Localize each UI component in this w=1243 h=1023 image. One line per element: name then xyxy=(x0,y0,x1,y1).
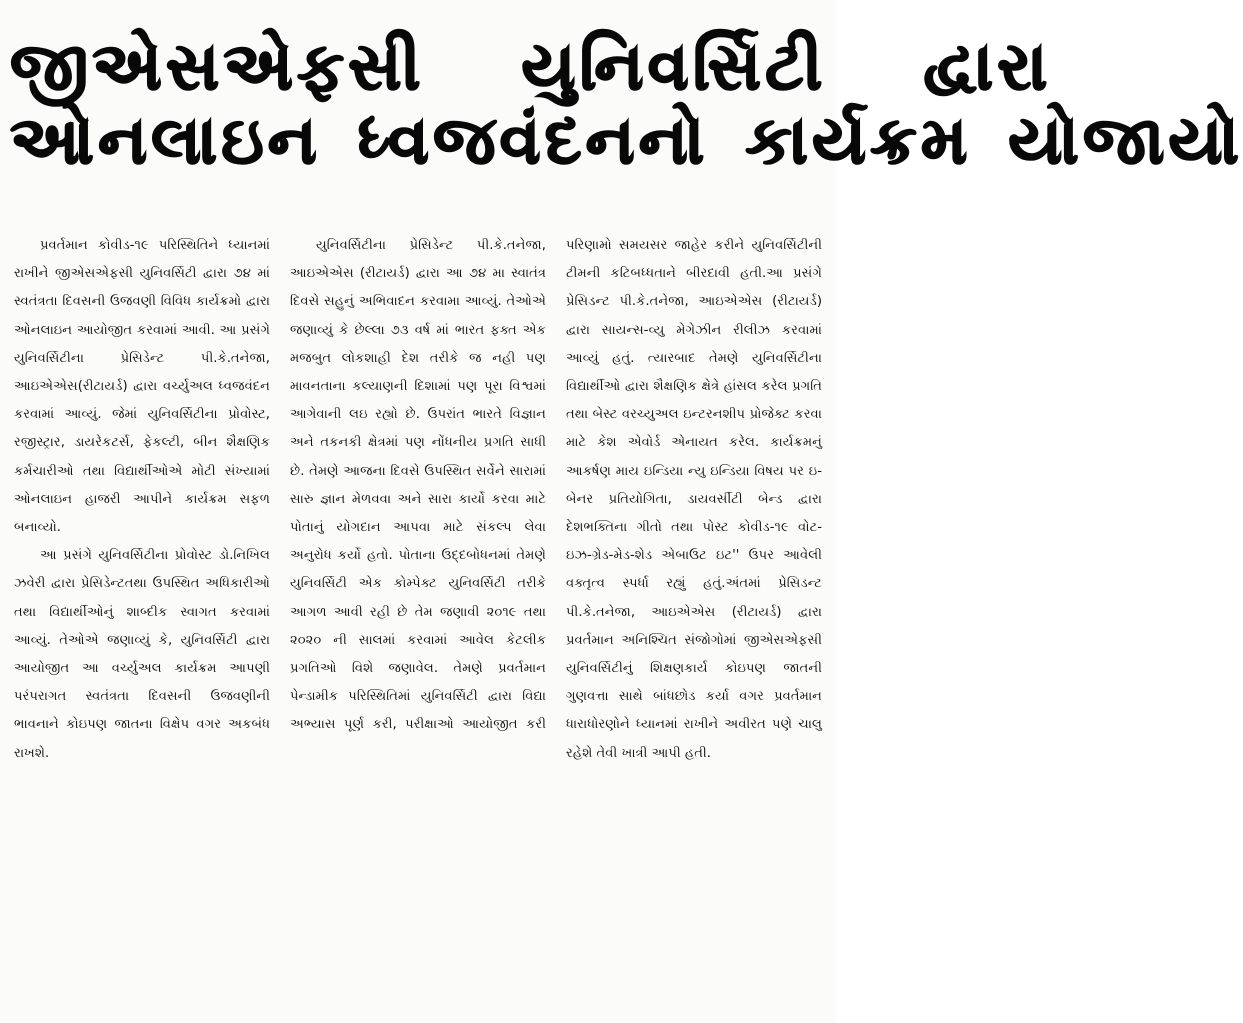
headline-line-2: ઓનલાઇન ધ્વજવંદનનો કાર્યક્રમ યોજાયો xyxy=(10,101,1243,179)
column-2 xyxy=(290,232,546,1020)
column-3 xyxy=(566,232,822,1020)
paragraph: પ્રવર્તમાન કોવીડ-૧૯ પરિસ્થિતિને ધ્યાનમાં રાખીને જીએસએફસી યુનિવર્સિટી દ્વારા ૭૪ માં સ્વતંત્રતા દિવસની ઉજવણી વિવિધ કાર્યક્રમો દ્વારા ઓનલાઇન આયોજીત કરવામાં આવી. આ પ્રસંગે યુનિવર્સિટીના પ્રેસિડેન્ટ પી.કે.તનેજા, આઇએએસ(રીટાયર્ડ) દ્વારા વર્ચ્યુઅલ ધ્વજવંદન કરવામાં આવ્યું. જેમાં યુનિવર્સિટીના પ્રોવોસ્ટ, રજીસ્ટ્રાર, ડાયરેકટર્સ, ફેકલ્ટી, બીન શૈક્ષણિક કર્મચારીઓ તથા વિદ્યાર્થીઓએ મોટી સંખ્યામાં ઓનલાઇન હાજરી આપીને કાર્યક્રમ સફળ બનાવ્યો. xyxy=(14,238,270,536)
headline xyxy=(10,28,1243,179)
headline-line-1: જીએસએફસી યુનિવર્સિટી દ્વારા xyxy=(10,28,1052,105)
paragraph: આ પ્રસંગે યુનિવર્સિટીના પ્રોવોસ્ટ ડો.નિખિલ ઝવેરી દ્વારા પ્રેસિડેન્ટતથા ઉપસ્થિત અધિકારીઓ તથા વિદ્યાર્થીઓનું શાબ્દીક સ્વાગત કરવામાં આવ્યું. તેઓએ જણાવ્યું કે, યુનિવર્સિટી દ્વારા આયોજીત આ વર્ચ્યુઅલ કાર્યક્રમ આપણી પરંપરાગત સ્વતંત્રતા દિવસની ઉજવણીની ભાવનાને કોઇપણ જાતના વિક્ષેપ વગર અકબંધ રાખશે. xyxy=(14,548,270,761)
paragraph: પરિણામો સમયસર જાહેર કરીને યુનિવર્સિટીની ટીમની કટિબધ્ધતાને બીરદાવી હતી.આ પ્રસંગે પ્રેસિડન્ટ પી.કે.તનેજા, આઇએએસ (રીટાયર્ડ) દ્વારા સાયન્સ-વ્યુ મેગેઝીન રીલીઝ કરવામાં આવ્યું હતું. ત્યારબાદ તેમણે યુનિવર્સિટીના વિદ્યાર્થીઓ દ્વારા શૈક્ષણિક ક્ષેત્રે હાંસલ કરેલ પ્રગતિ તથા બેસ્ટ વરચ્યુઅલ ઇન્ટરનશીપ પ્રોજેક્ટ કરવા માટે કેશ એવોર્ડ એનાયત કરેલ. કાર્યક્રમનું આકર્ષણ માય ઇન્ડિયા ન્યુ ઇન્ડિયા વિષય પર ઇ-બેનર પ્રતિયોગિતા, ડાયવર્સીટી બેન્ડ દ્વારા દેશભક્તિના ગીતો તથા પોસ્ટ કોવીડ-૧૯ વોટ-ઇઝ-ગ્રેડ-મેડ-શેડ એબાઉટ ઇટ'' ઉપર આવેલી વક્તૃત્વ સ્પર્ધા રહ્યું હતું.અંતમાં પ્રેસિડન્ટ પી.કે.તનેજા, આઇએએસ (રીટાયર્ડ) દ્વારા પ્રવર્તમાન અનિશ્ચિત સંજોગોમાં જીએસએફસી યુનિવર્સિટીનું શિક્ષણકાર્ય કોઇપણ જાતની ગુણવત્તા સાથે બાંધછોડ કર્યા વગર પ્રવર્તમાન ધારાધોરણોને ધ્યાનમાં રાખીને અવીરત પણે ચાલુ રહેશે તેવી ખાત્રી આપી હતી. xyxy=(566,238,822,761)
article-body xyxy=(14,232,822,1020)
column-1 xyxy=(14,232,270,1020)
paragraph: યુનિવર્સિટીના પ્રેસિડેન્ટ પી.કે.તનેજા, આઇએએસ (રીટાયર્ડ) દ્વારા આ ૭૪ મા સ્વાતંત્ર દિવસે સહુનું અભિવાદન કરવામા આવ્યું. તેઓએ જણાવ્યું કે છેલ્લા ૭૩ વર્ષ માં ભારત ફક્ત એક મજબુત લોકશાહી દેશ તરીકે જ નહી પણ માવનતાના કલ્યાણની દિશામાં પણ પૂરા વિશ્વમાં આગેવાની લઇ રહ્યો છે. ઉપરાંત ભારતે વિજ્ઞાન અને તકનકી ક્ષેત્રમાં પણ નોંધનીય પ્રગતિ સાધી છે. તેમણે આજના દિવસે ઉપસ્થિત સર્વેને સારામાં સારુ જ્ઞાન મેળવવા અને સારા કાર્યો કરવા માટે પોતાનું યોગદાન આપવા માટે સંકલ્પ લેવા અનુરોધ કર્યો હતો. પોતાના ઉદ્દબોધનમાં તેમણે યુનિવર્સિટી એક કોમ્પેક્ટ યુનિવર્સિટી તરીકે આગળ આવી રહી છે તેમ જણાવી ૨૦૧૯ તથા ૨૦૨૦ ની સાલમાં કરવામાં આવેલ કેટલીક પ્રગતિઓ વિશે જણાવેલ. તેમણે પ્રવર્તમાન પેન્ડામીક પરિસ્થિતિમાં યુનિવર્સિટી દ્વારા વિદ્યા અભ્યાસ પૂર્ણ કરી, પરીક્ષાઓ આયોજીત કરી xyxy=(290,238,546,733)
